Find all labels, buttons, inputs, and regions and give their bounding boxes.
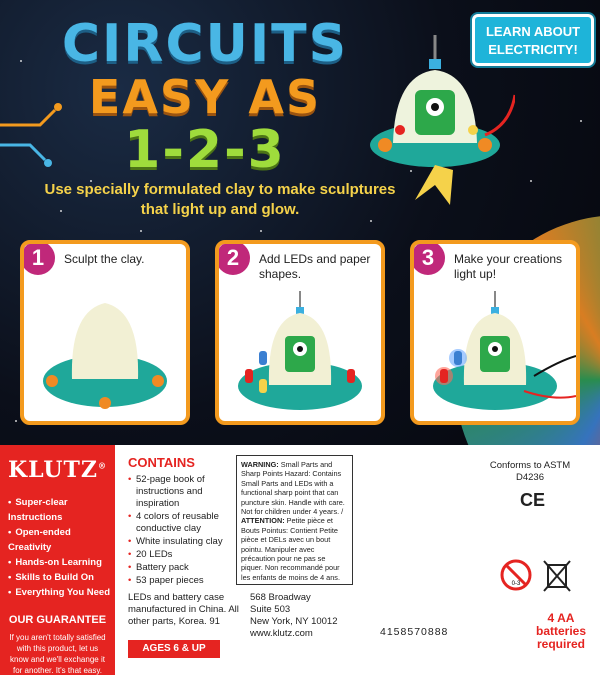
barcode-number: 4158570888: [380, 626, 449, 638]
contents-item: • White insulating clay: [128, 536, 233, 548]
step-text: Make your creations light up!: [454, 252, 563, 281]
step-number: 1: [20, 240, 58, 278]
no-under-3-icon: [502, 561, 530, 589]
contents-item: • Battery pack: [128, 562, 233, 574]
warning-label: WARNING:: [241, 460, 279, 469]
learn-badge: LEARN ABOUT ELECTRICITY!: [472, 14, 594, 66]
title-line-1: CIRCUITS: [61, 14, 349, 74]
guarantee-heading: OUR GUARANTEE: [8, 614, 107, 626]
step-text: Add LEDs and paper shapes.: [259, 252, 371, 281]
warning-label-fr: ATTENTION:: [241, 516, 285, 526]
contents-item: • 52-page book of instructions and inspiration: [128, 474, 233, 510]
step-card-3: [410, 240, 580, 425]
age-badge: AGES 6 & UP: [128, 640, 220, 658]
title-line-3: 1-2-3: [124, 120, 286, 180]
step-text: Sculpt the clay.: [64, 252, 145, 266]
lit-sculpture-graphic: [414, 281, 576, 421]
step-card-2: [215, 240, 385, 425]
contents-item: • 20 LEDs: [128, 549, 233, 561]
contents-heading: CONTAINS: [128, 455, 195, 470]
step-number: 2: [215, 240, 253, 278]
warning-box: [236, 455, 353, 585]
brand-sidebar: [0, 445, 115, 675]
safety-icons: [500, 555, 580, 600]
clay-sculpture-graphic: [24, 281, 186, 421]
contents-list: [128, 474, 233, 587]
warning-text-fr: Petite pièce et Bouts Pointus: Contient Petite pièce et DELs avec un bout pointu. Manipuler avec précaution pour ne pas se piquer. Non recommandé pour les enfants de moins de 4 ans.: [241, 516, 340, 582]
weee-bin-icon: [544, 561, 570, 591]
contents-section: [128, 455, 233, 588]
step-card-1: [20, 240, 190, 425]
publisher-address: 568 Broadway Suite 503 New York, NY 10012 www.klutz.com: [250, 592, 338, 639]
feature-item: • Skills to Build On: [8, 570, 115, 585]
tagline: Use specially formulated clay to make sculptures that light up and glow.: [44, 181, 396, 218]
warning-text: Small Parts and Sharp Points Hazard: Contains Small Parts and LEDs with a functional sharp point that can puncture skin. Handle with care. Not for children under 4 years. /: [241, 460, 345, 517]
battery-note: 4 AA batteries required: [535, 611, 587, 651]
alien-spaceship-graphic: [355, 35, 515, 205]
feature-item: • Open-ended Creativity: [8, 525, 115, 555]
contents-item: • 53 paper pieces: [128, 575, 233, 587]
features-list: [8, 495, 115, 600]
feature-item: • Hands-on Learning: [8, 555, 115, 570]
conformity-note: Conforms to ASTM D4236: [489, 460, 571, 483]
guarantee-text: If you aren't totally satisfied with this product, let us know and we'll exchange it for another. It's that easy.: [9, 633, 106, 675]
step-number: 3: [410, 240, 448, 278]
manufacturing-note: LEDs and battery case manufactured in China. All other parts, Korea. 91: [128, 592, 239, 627]
brand-logo: KLUTZ®: [7, 457, 107, 483]
feature-item: • Super-clear Instructions: [8, 495, 115, 525]
title-line-2: EASY AS: [88, 70, 322, 124]
svg-text:0-3: 0-3: [511, 581, 521, 587]
ce-mark: CE: [520, 490, 546, 510]
feature-item: • Everything You Need: [8, 585, 115, 600]
contents-item: • 4 colors of reusable conductive clay: [128, 511, 233, 535]
clay-with-leds-graphic: [219, 281, 381, 421]
